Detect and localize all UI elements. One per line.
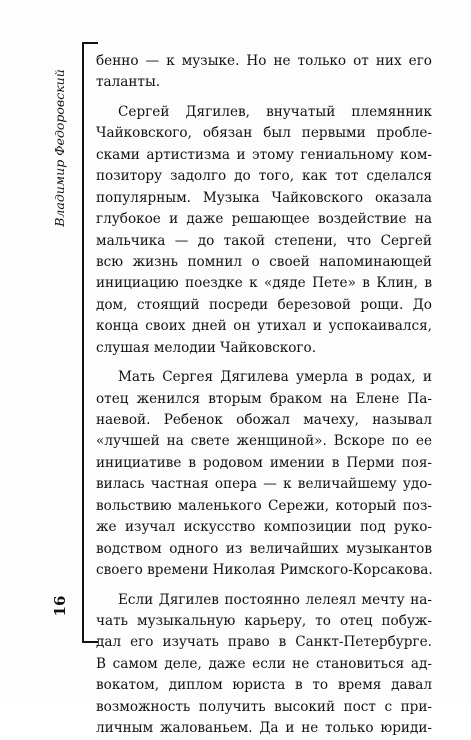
text-line: вольствию маленького Сережи, который поз- [96,497,432,514]
margin-rule [82,42,84,642]
text-line: Чайковского, обязан был первыми пробле- [96,125,432,142]
paragraph [96,51,432,94]
text-line: своего времени Николая Римского-Корсакова. [96,562,433,579]
margin-rule-top [82,42,98,44]
text-line: вокатом, диплом юриста в то время давал [96,677,432,694]
text-line: дал его изучать право в Санкт-Петербурге. [96,634,432,651]
text-line: бенно — к музыке. Но не только от них его [96,53,432,69]
paragraph [96,367,432,581]
text-line: сками артистизма и этому гениальному ком- [96,146,432,163]
text-line: «лучшей на свете женщиной». Вскоре по ее [96,433,432,450]
text-line: наевой. Ребенок обожал мачеху, называл [96,412,432,428]
text-line: вилась частная опера — к величайшему удо- [96,476,432,493]
text-line: Мать Сергея Дягилева умерла в родах, и [118,369,432,386]
paragraph-gap [96,582,432,590]
text-line: инициативе в родовом имении в Перми поя- [96,454,432,471]
paragraph [96,102,432,359]
text-line: возможность получить высокий пост с при- [96,698,432,715]
text-line: Сергей Дягилев, внучатый племянник [118,103,432,120]
running-head: Владимир Федоровский [52,69,67,227]
text-line: чать музыкальную карьеру, то отец побуж- [96,612,432,629]
text-line: таланты. [96,74,161,91]
text-line: водством одного из величайших музыкантов [96,540,432,557]
text-line: В самом деле, даже если не становиться ад- [96,655,432,672]
paragraph [96,590,432,740]
text-line: всю жизнь помнил о своей напоминающей [96,253,432,270]
text-line: слушая мелодии Чайковского. [96,339,317,356]
text-line: популярным. Музыка Чайковского оказала [96,189,432,206]
text-line: глубокое и даже решающее воздействие на [96,211,432,228]
text-line: позитору задолго до того, как тот сделался [96,168,432,185]
paragraph-gap [96,359,432,367]
text-line: личным жалованьем. Да и не только юриди- [96,720,432,737]
page-number: 16 [51,595,69,617]
body-text [96,51,432,740]
text-line: конца своих дней он утихал и успокаивался, [96,318,432,335]
paragraph-gap [96,94,432,102]
text-line: инициацию поездке к «дяде Пете» в Клин, в [96,275,432,292]
text-line: Если Дягилев постоянно лелеял мечту на- [118,591,432,608]
text-line: же изучал искусство композиции под руко- [96,519,432,536]
text-line: дом, стоящий посреди березовой рощи. До [96,296,432,313]
text-line: мальчика — до такой степени, что Сергей [96,232,432,249]
text-line: отец женился вторым браком на Елене Па- [96,390,432,407]
